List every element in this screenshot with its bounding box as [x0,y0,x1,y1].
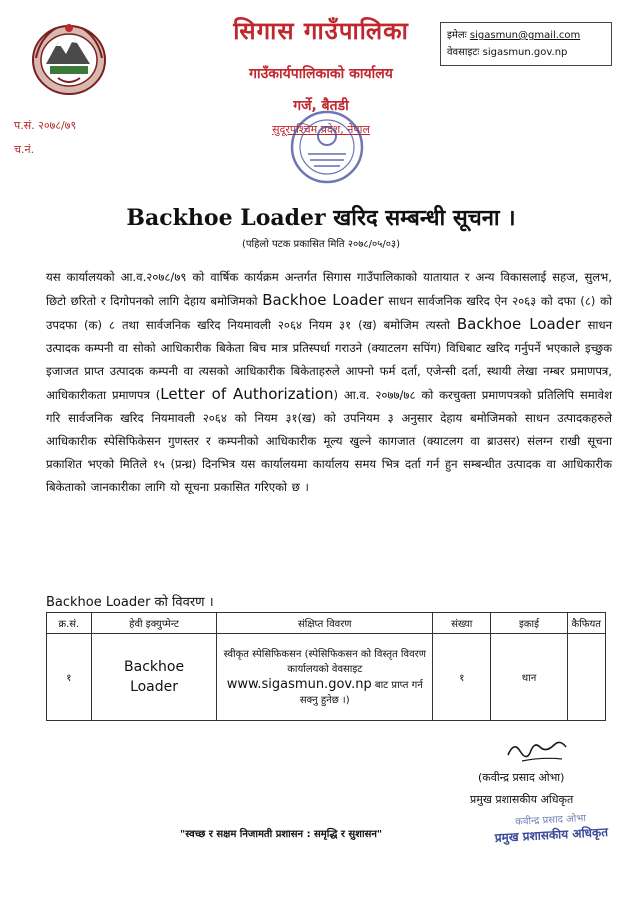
equipment-table [46,612,606,721]
body-english-1: Backhoe Loader [262,291,384,309]
details-heading [46,592,214,610]
office-subtitle: गाउँकार्यपालिकाको कार्यालय [249,66,393,82]
cell-serial: १ [47,634,92,721]
footer-motto: "स्वच्छ र सक्षम निजामती प्रशासन : समृद्धि र सुशासन" [180,829,383,840]
office-province: सुदूरपश्चिम प्रदेश, नेपाल [272,123,370,136]
equipment-line-2: Loader [130,679,179,695]
website-link[interactable]: sigasmun.gov.np [482,47,568,58]
signer-name: (कवीन्द्र प्रसाद ओभा) [478,771,565,784]
table-header-row [47,613,606,634]
email-line [447,27,605,44]
reference-number: प.सं. २०७८/७९ [14,119,77,132]
email-label: इमेलः [447,30,467,41]
header-description: संक्षिप्त विवरण [217,613,433,634]
cell-remarks [567,634,605,721]
dispatch-number: च.नं. [14,143,35,156]
website-label: वेवसाइटः [447,47,480,58]
office-name: सिगास गाउँपालिका [233,17,409,45]
description-url[interactable]: www.sigasmun.gov.np [226,676,372,692]
stamp-name: कवीन्द्र प्रसाद ओभा [514,813,587,828]
header-unit: इकाई [491,613,567,634]
stamp-title: प्रमुख प्रशासकीय अधिकृत [494,825,609,845]
body-part-4: ) आ.व. २०७७/७८ को करचुक्ता प्रमाणपत्रको प्रतिलिपि समावेश गरि सार्वजनिक खरिद नियमावली २०६४ को नियम ३१(ख) को उपनियम ३ अनुसार देहाय बमोजिमको साधन उत्पादकहरुले आधिकारीक स्पेसिफिकेसन गुणस्तर र कम्पनीको आधिकारीक मूल्य खुल्ने कागजात (क्याटलग वा ब्राउसर) संलग्न राखी सूचना प्रकाशित भएको मितिले १५ (प्रन्ध्र) दिनभित्र यस कार्यालयमा कार्यालय समय भित्र दर्ता गर्न हुन सम्बन्धीत उत्पादक वा आधिकारीक बिकेताको जानकारीका लागि यो सूचना प्रकासित गरिएको छ । [46,388,612,494]
description-part-2: बाट प्राप्त गर्न सक्नु हुनेछ ।) [299,679,423,706]
cell-unit: थान [491,634,567,721]
equipment-line-1: Backhoe [124,659,185,675]
cell-description [217,634,433,721]
contact-box [440,22,612,66]
signature-stamp [475,808,626,847]
website-line [447,44,605,61]
body-part-3: साधन उत्पादक कम्पनी वा सोको आधिकारीक बिकेता बिच मात्र प्रतिस्पर्धा गराउने (क्याटलग सपिंग) विधिबाट खरिद गर्नुपर्ने भएकाले इच्छुक इजाजत प्राप्त उत्पादक कम्पनी वा त्यसको आधिकारीक बिकेताहरुले आफ्नो फर्म दर्ता, एजेन्सी दर्ता, स्थायी लेखा नम्बर प्रमाणपत्र, आधिकारीकता प्रमाणपत्र ( [46,318,613,402]
cell-quantity: १ [433,634,491,721]
notice-body [46,266,612,499]
handwritten-signature-icon [502,733,572,767]
signer-title: प्रमुख प्रशासकीय अधिकृत [470,793,574,806]
header-equipment: हेवी इक्युप्मेन्ट [91,613,217,634]
details-text: को विवरण । [150,595,214,610]
body-part-2: साधन सार्वजनिक खरिद ऐन २०६३ को दफा (८) को उपदफा (क) ८ तथा सार्वजनिक खरिद नियमावली २०६४ नियम ३१ (ख) बमोजिम त्यस्तो [46,294,612,332]
header-serial: क्र.सं. [47,613,92,634]
description-part-1: स्वीकृत स्पेसिफिकसन (स्पेसिफिकसन को विस्तृत विवरण कार्यालयको वेवसाइट [223,648,426,675]
header-quantity: संख्या [433,613,491,634]
details-english: Backhoe Loader [46,595,151,610]
notice-title: Backhoe Loader खरिद सम्बन्धी सूचना । [126,205,516,231]
body-part-1: यस कार्यालयको आ.व.२०७८/७९ को वार्षिक कार्यक्रम अन्तर्गत सिगास गाउँपालिकाको यातायात र अन्य विकासलाई सहज, सुलभ, छिटो छरितो र दिगोपनको लागि देहाय बमोजिमको [46,270,612,308]
body-english-2: Backhoe Loader [456,315,581,333]
office-address: गर्जे, बैतडी [293,98,349,114]
office-seal-icon [288,108,366,186]
first-published-date: (पहिलो पटक प्रकासित मिति २०७८/०५/०३) [241,239,401,250]
cell-equipment [91,634,217,721]
table-row [47,634,606,721]
body-english-3: Letter of Authorization [160,385,334,403]
header-remarks: कैफियत [567,613,605,634]
email-link[interactable]: sigasmun@gmail.com [469,30,581,41]
